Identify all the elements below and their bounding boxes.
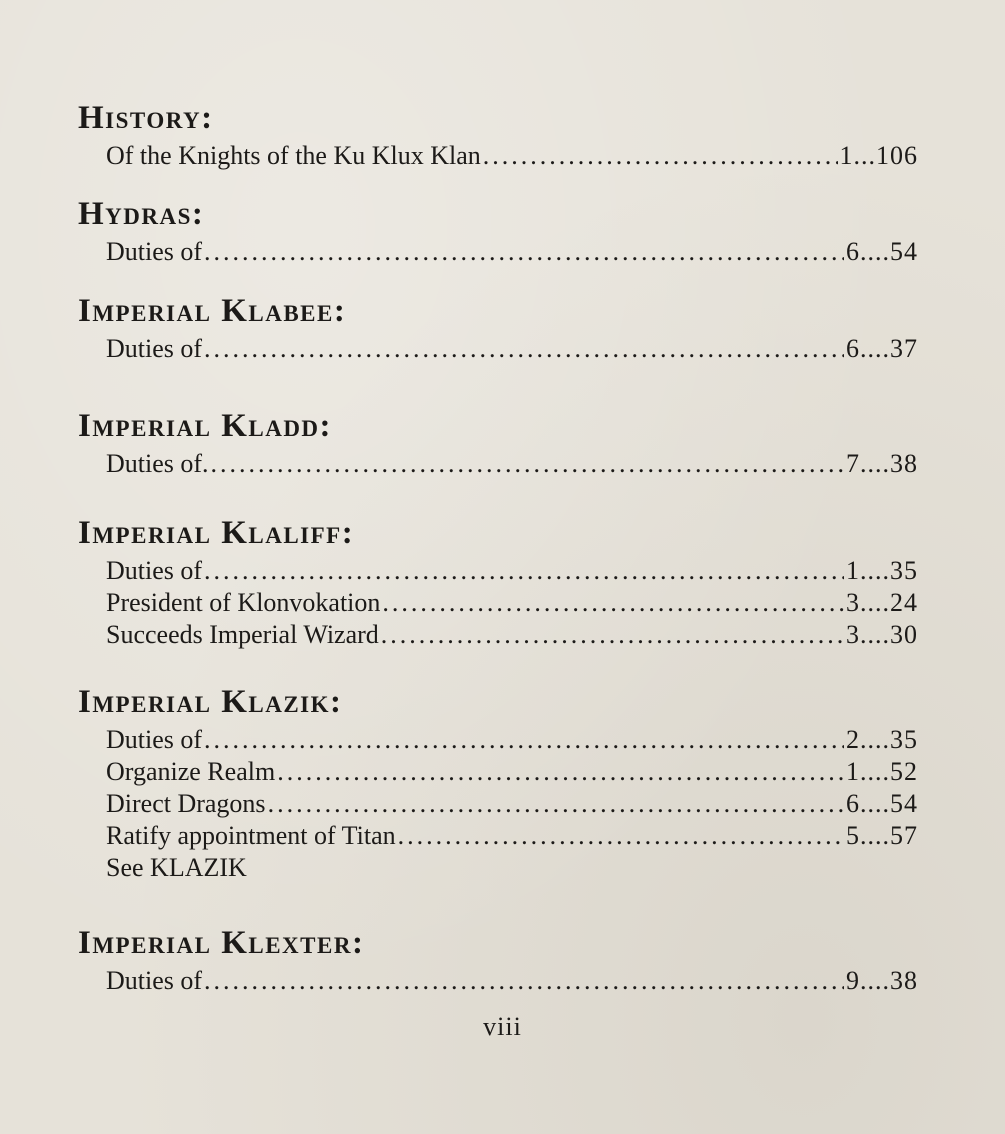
entry-label: Duties of — [106, 334, 203, 363]
entry-reference: 6....54 — [846, 789, 918, 818]
dot-leader — [483, 140, 838, 172]
entry-label: Duties of — [106, 556, 203, 585]
index-entry — [106, 724, 918, 756]
section-heading: Imperial Klaliff: — [78, 515, 355, 551]
index-entry — [106, 619, 918, 651]
entry-reference: 3....30 — [846, 620, 918, 649]
index-section-history — [78, 98, 918, 172]
index-entry — [106, 587, 918, 619]
index-section-imperial-klexter — [78, 923, 918, 997]
entry-list — [78, 236, 918, 268]
page-number: viii — [483, 1012, 522, 1041]
dot-leader — [382, 587, 844, 619]
section-heading: History: — [78, 100, 214, 136]
dot-leader — [277, 756, 844, 788]
index-section-imperial-klazik — [78, 682, 918, 884]
index-entry — [106, 788, 918, 820]
section-heading: Imperial Klabee: — [78, 293, 347, 329]
index-section-imperial-kladd — [78, 406, 918, 480]
entry-list — [78, 724, 918, 884]
entry-label: Of the Knights of the Ku Klux Klan — [106, 141, 481, 170]
entry-list — [78, 448, 918, 480]
index-entry — [106, 965, 918, 997]
entry-label: Duties of — [106, 237, 203, 266]
index-section-imperial-klaliff — [78, 513, 918, 651]
index-entry — [106, 140, 918, 172]
cross-reference-entry — [106, 852, 918, 884]
entry-reference: 1....35 — [846, 556, 918, 585]
dot-leader — [204, 965, 844, 997]
index-entry — [106, 756, 918, 788]
dot-leader — [204, 236, 844, 268]
index-entry — [106, 448, 918, 480]
entry-reference: 2....35 — [846, 725, 918, 754]
section-heading: Hydras: — [78, 196, 205, 232]
entry-reference: 1....52 — [846, 757, 918, 786]
section-heading: Imperial Klazik: — [78, 684, 343, 720]
entry-list — [78, 965, 918, 997]
entry-label: Duties of — [106, 966, 203, 995]
dot-leader — [204, 333, 844, 365]
entry-label: See KLAZIK — [106, 853, 247, 882]
entry-list — [78, 555, 918, 651]
entry-label: Organize Realm — [106, 757, 276, 786]
dot-leader — [211, 448, 844, 480]
dot-leader — [268, 788, 844, 820]
index-entry — [106, 333, 918, 365]
entry-reference: 1...106 — [839, 141, 918, 170]
entry-reference: 6....54 — [846, 237, 918, 266]
index-entry — [106, 820, 918, 852]
entry-reference: 3....24 — [846, 588, 918, 617]
entry-list — [78, 333, 918, 365]
entry-list — [78, 140, 918, 172]
section-heading: Imperial Klexter: — [78, 925, 365, 961]
dot-leader — [204, 555, 844, 587]
entry-label: Succeeds Imperial Wizard — [106, 620, 379, 649]
entry-reference: 9....38 — [846, 966, 918, 995]
entry-label: Ratify appointment of Titan — [106, 821, 396, 850]
entry-reference: 7....38 — [846, 449, 918, 478]
entry-label: Duties of — [106, 725, 203, 754]
entry-reference: 5....57 — [846, 821, 918, 850]
entry-label: Direct Dragons — [106, 789, 266, 818]
dot-leader — [204, 724, 844, 756]
dot-leader — [381, 619, 844, 651]
entry-reference: 6....37 — [846, 334, 918, 363]
entry-label: Duties of. — [106, 449, 209, 478]
dot-leader — [398, 820, 844, 852]
index-entry — [106, 555, 918, 587]
index-section-hydras — [78, 194, 918, 268]
index-section-imperial-klabee — [78, 291, 918, 365]
section-heading: Imperial Kladd: — [78, 408, 333, 444]
entry-label: President of Klonvokation — [106, 588, 381, 617]
index-entry — [106, 236, 918, 268]
